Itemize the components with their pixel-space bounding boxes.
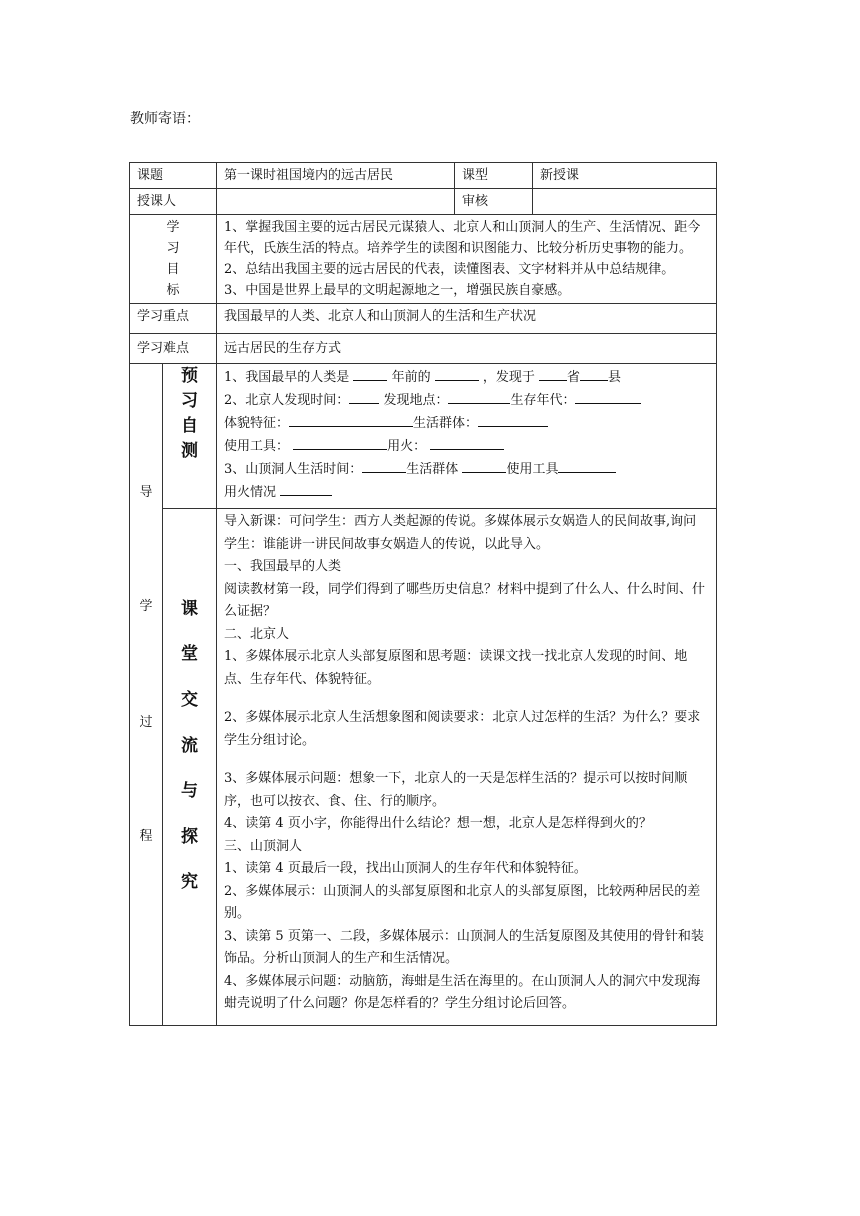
teacher-value	[217, 189, 455, 215]
goals-label-char: 习	[166, 241, 180, 256]
class-char: 堂	[181, 644, 198, 664]
preview-text: 使用工具	[506, 462, 559, 477]
preview-text: 3、山顶洞人生活时间：	[224, 462, 363, 477]
key-points-label: 学习重点	[130, 304, 217, 334]
preview-text: ，发现于	[482, 370, 535, 385]
preview-char: 习	[181, 391, 198, 411]
blank[interactable]	[478, 412, 548, 427]
class-paragraph: 4、读第 4 页小字，你能得出什么结论？想一想，北京人是怎样得到火的？	[224, 816, 652, 831]
preview-text: 县	[608, 370, 622, 385]
topic-label: 课题	[130, 163, 217, 189]
preview-text: 使用工具：	[224, 439, 290, 454]
goals-content	[217, 215, 717, 304]
preview-line-4	[224, 435, 709, 458]
preview-content	[217, 364, 717, 509]
class-paragraph: 导入新课：可问学生：西方人类起源的传说。多媒体展示女娲造人的民间故事,询问学生：谁能讲一讲民间故事女娲造人的传说，以此导入。	[224, 514, 697, 552]
class-heading: 三、山顶洞人	[224, 838, 303, 854]
blank[interactable]	[280, 481, 332, 496]
blank[interactable]	[362, 458, 406, 473]
class-label	[163, 509, 217, 1026]
key-points-value: 我国最早的人类、北京人和山顶洞人的生活和生产状况	[217, 304, 717, 334]
blank[interactable]	[430, 435, 504, 450]
row-key-points	[130, 304, 717, 334]
review-label: 审核	[455, 189, 533, 215]
spacer	[224, 691, 709, 707]
preview-text: 生活群体：	[413, 416, 479, 431]
preview-text: 用火：	[387, 439, 427, 454]
class-char: 探	[181, 827, 198, 847]
blank[interactable]	[448, 389, 510, 404]
preview-label	[163, 364, 217, 509]
goal-item: 1、掌握我国主要的远古居民元谋猿人、北京人和山顶洞人的生产、生活情况、距今年代，氏族生活的特点。培养学生的读图和识图能力、比较分析历史事物的能力。	[224, 220, 701, 256]
goal-item: 2、总结出我国主要的远古居民的代表，读懂图表、文字材料并从中总结规律。	[224, 262, 675, 277]
spacer	[224, 752, 709, 768]
goal-item: 3、中国是世界上最早的文明起源地之一，增强民族自豪感。	[224, 283, 571, 298]
preview-text: 1、我国最早的人类是	[224, 370, 350, 385]
goals-label	[130, 215, 217, 304]
preview-text: 生存年代：	[510, 393, 576, 408]
row-goals	[130, 215, 717, 304]
row-topic	[130, 163, 717, 189]
class-paragraph: 3、多媒体展示问题：想象一下，北京人的一天是怎样生活的？提示可以按时间顺序，也可以按衣、食、住、行的顺序。	[224, 771, 688, 809]
blank[interactable]	[539, 366, 567, 381]
preview-text: 生活群体	[406, 462, 459, 477]
blank[interactable]	[289, 412, 413, 427]
blank[interactable]	[558, 458, 616, 473]
preview-line-1	[224, 366, 709, 389]
class-paragraph: 4、多媒体展示问题：动脑筋，海蚶是生活在海里的。在山顶洞人人的洞穴中发现海蚶壳说明了什么问题？你是怎样看的？学生分组讨论后回答。	[224, 973, 701, 1011]
class-char: 课	[181, 599, 198, 619]
topic-value: 第一课时祖国境内的远古居民	[217, 163, 455, 189]
preview-text: 年前的	[391, 370, 431, 385]
preview-text: 2、北京人发现时间：	[224, 393, 350, 408]
teacher-label: 授课人	[130, 189, 217, 215]
process-label	[130, 364, 163, 1026]
preview-text: 体貌特征：	[224, 416, 290, 431]
type-label: 课型	[455, 163, 533, 189]
blank[interactable]	[435, 366, 479, 381]
preview-text: 用火情况	[224, 485, 277, 500]
class-char: 流	[181, 736, 198, 756]
lesson-plan-table	[129, 162, 717, 1026]
row-difficulty	[130, 334, 717, 364]
goals-label-char: 学	[166, 220, 180, 235]
difficulty-label: 学习难点	[130, 334, 217, 364]
preview-line-3	[224, 412, 709, 435]
row-class	[130, 509, 717, 1026]
process-char: 学	[139, 599, 153, 614]
preview-char: 自	[181, 416, 198, 436]
review-value	[533, 189, 717, 215]
class-paragraph: 1、多媒体展示北京人头部复原图和思考题：读课文找一找北京人发现的时间、地点、生存年代、体貌特征。	[224, 649, 688, 687]
preview-text: 省	[567, 370, 581, 385]
class-content	[217, 509, 717, 1026]
goals-label-char: 目	[166, 262, 180, 277]
process-char: 导	[139, 485, 153, 500]
teacher-note: 教师寄语：	[130, 111, 200, 127]
blank[interactable]	[353, 366, 387, 381]
class-paragraph: 2、多媒体展示：山顶洞人的头部复原图和北京人的头部复原图，比较两种居民的差别。	[224, 883, 701, 921]
preview-line-6	[224, 481, 709, 504]
process-char: 过	[139, 715, 153, 730]
class-paragraph: 阅读教材第一段，同学们得到了哪些历史信息？材料中提到了什么人、什么时间、什么证据？	[224, 581, 706, 619]
class-paragraph: 1、读第 4 页最后一段，找出山顶洞人的生存年代和体貌特征。	[224, 861, 587, 876]
preview-char: 测	[181, 441, 198, 461]
blank[interactable]	[293, 435, 387, 450]
blank[interactable]	[580, 366, 608, 381]
class-char: 与	[181, 781, 198, 801]
type-value: 新授课	[533, 163, 717, 189]
preview-text: 发现地点：	[383, 393, 449, 408]
blank[interactable]	[349, 389, 379, 404]
blank[interactable]	[575, 389, 641, 404]
difficulty-value: 远古居民的生存方式	[217, 334, 717, 364]
class-paragraph: 2、多媒体展示北京人生活想象图和阅读要求：北京人过怎样的生活？为什么？要求学生分组讨论。	[224, 710, 701, 748]
class-heading: 二、北京人	[224, 626, 290, 642]
row-preview	[130, 364, 717, 509]
class-paragraph: 3、读第 5 页第一、二段，多媒体展示：山顶洞人的生活复原图及其使用的骨针和装饰品。分析山顶洞人的生产和生活情况。	[224, 928, 704, 966]
blank[interactable]	[462, 458, 506, 473]
goals-label-char: 标	[166, 283, 180, 298]
row-teacher	[130, 189, 717, 215]
preview-char: 预	[181, 366, 198, 386]
preview-line-5	[224, 458, 709, 481]
class-char: 究	[181, 872, 198, 892]
preview-line-2	[224, 389, 709, 412]
class-char: 交	[181, 690, 198, 710]
class-heading: 一、我国最早的人类	[224, 559, 342, 574]
process-char: 程	[139, 829, 153, 844]
